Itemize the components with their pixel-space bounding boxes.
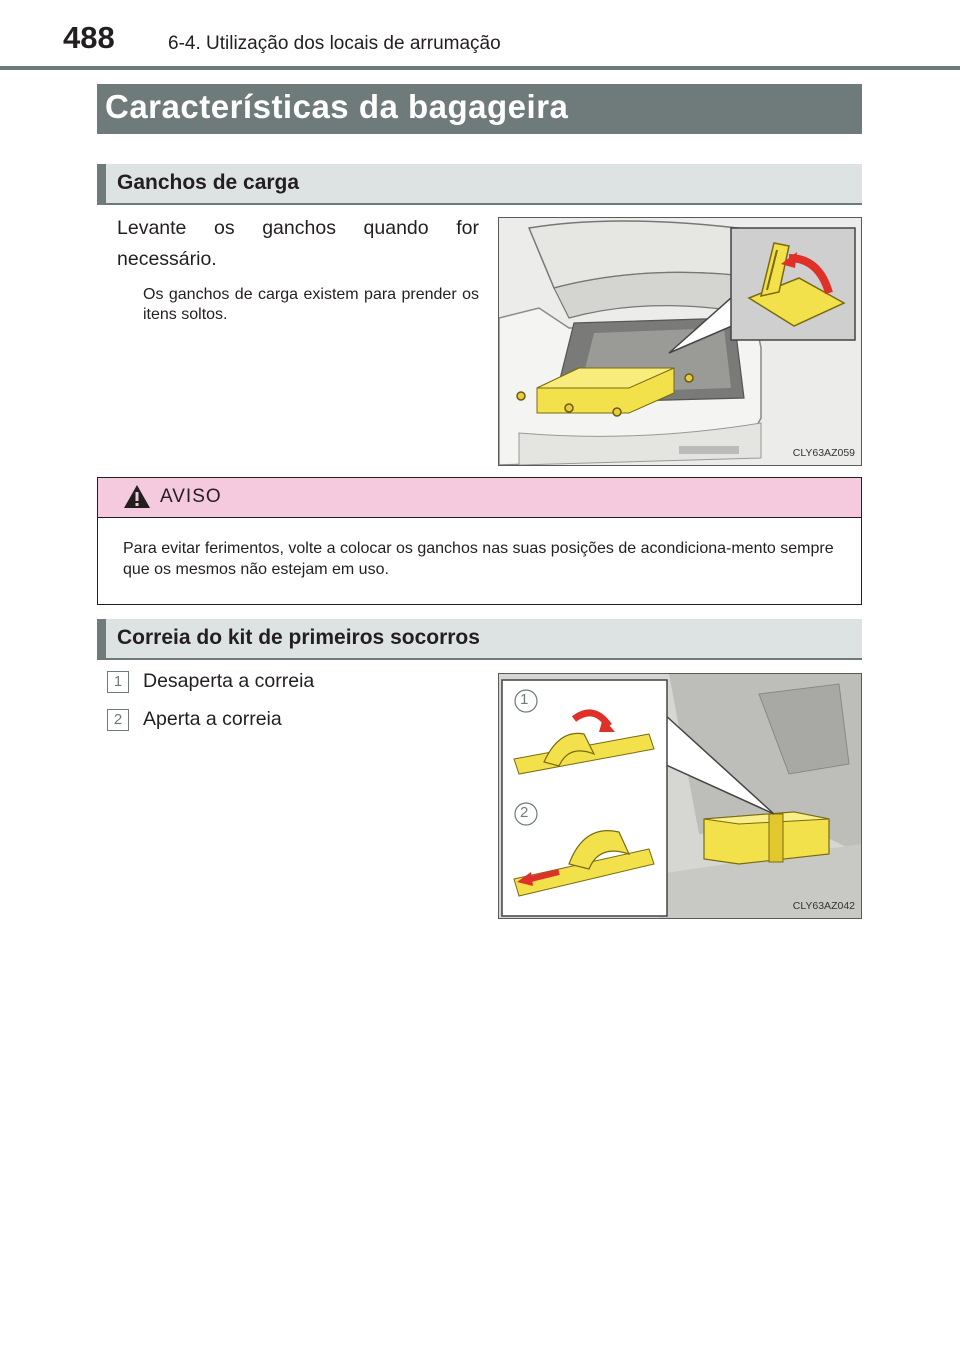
- instruction-text: Levante os ganchos quando for necessário.: [117, 217, 479, 270]
- cargo-hooks-illustration: [498, 217, 862, 466]
- warning-triangle-icon: [123, 484, 151, 510]
- chapter-title: 6-4. Utilização dos locais de arrumação: [168, 33, 501, 54]
- list-item: Aperta a correia: [143, 708, 282, 730]
- page-number: 488: [63, 20, 115, 55]
- subsection-header-first-aid-strap: [97, 619, 862, 660]
- subsection-accent: [97, 619, 106, 660]
- warning-text: Para evitar ferimentos, volte a colocar os ganchos nas suas posições de acondiciona-mento sempre que os mesmos não estejam em uso.: [123, 540, 834, 578]
- warning-box: [97, 477, 862, 605]
- warning-header: [98, 478, 861, 518]
- header-rule: [0, 66, 960, 70]
- subsection-title: Ganchos de carga: [117, 171, 300, 194]
- warning-title: AVISO: [160, 486, 222, 507]
- trunk-drawing: [499, 218, 861, 465]
- list-item-number: 2: [107, 709, 129, 731]
- figure-code: CLY63AZ059: [792, 447, 855, 459]
- subsection-header-cargo-hooks: [97, 164, 862, 205]
- subsection-title: Correia do kit de primeiros socorros: [117, 626, 480, 649]
- note-text: Os ganchos de carga existem para prender os itens soltos.: [143, 286, 479, 323]
- list-item-number: 1: [107, 671, 129, 693]
- first-aid-strap-illustration: [498, 673, 862, 919]
- section-title: Características da bagageira: [105, 88, 569, 125]
- callout-number: 2: [520, 804, 529, 821]
- subsection-accent: [97, 164, 106, 205]
- strap-drawing: [499, 674, 861, 918]
- callout-number: 1: [520, 691, 529, 708]
- figure-code: CLY63AZ042: [792, 900, 855, 912]
- list-item: Desaperta a correia: [143, 670, 315, 692]
